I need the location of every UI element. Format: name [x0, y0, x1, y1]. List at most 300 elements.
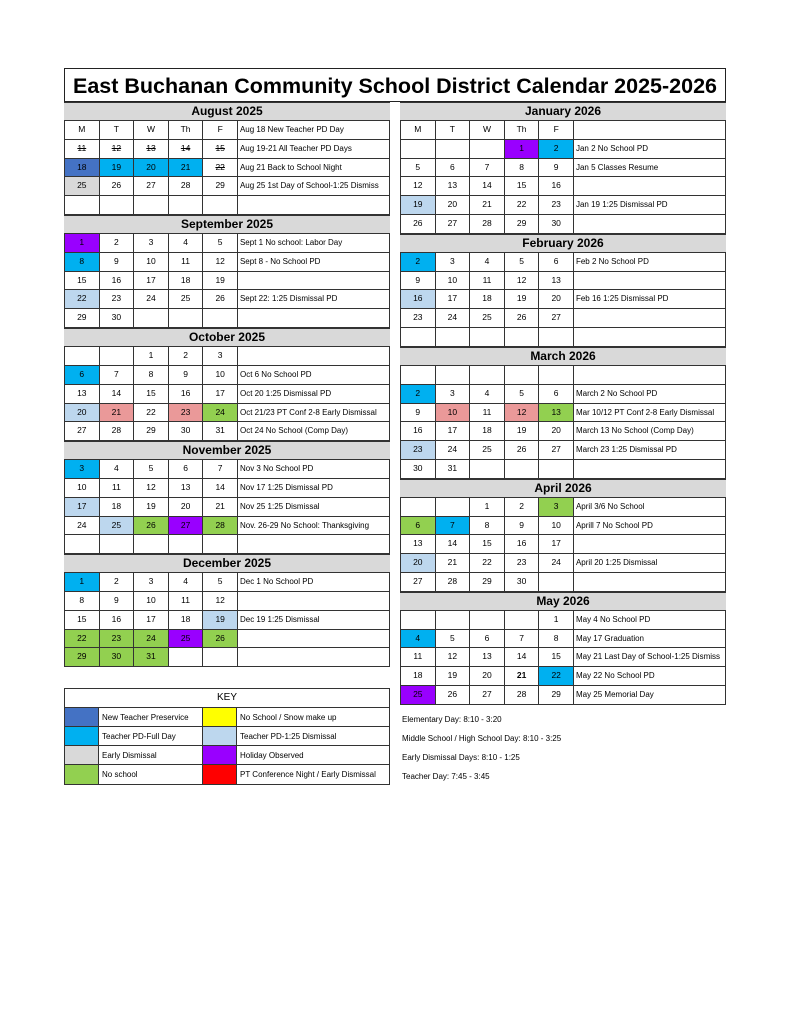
day-cell: 22 — [133, 404, 168, 422]
key-swatch — [203, 746, 237, 764]
day-cell: 25 — [168, 290, 203, 308]
day-cell: 6 — [435, 159, 470, 177]
times-early-dismissal: Early Dismissal Days: 8:10 - 1:25 — [402, 753, 520, 762]
day-cell: 6 — [538, 253, 573, 271]
day-cell — [99, 535, 134, 553]
calendar-week-row — [400, 404, 726, 423]
calendar-week-row — [400, 422, 726, 441]
month-header: October 2025 — [64, 328, 390, 347]
event-note: Feb 2 No School PD — [573, 253, 726, 271]
day-cell: 13 — [168, 479, 203, 497]
calendar-week-row — [400, 121, 726, 140]
day-cell: 10 — [202, 366, 237, 384]
day-cell — [133, 535, 168, 553]
event-note: May 17 Graduation — [573, 630, 726, 648]
day-cell: 9 — [400, 272, 435, 290]
day-cell: 18 — [64, 159, 99, 177]
day-cell: 16 — [504, 535, 539, 553]
month-header: January 2026 — [400, 102, 726, 121]
day-cell: 12 — [99, 140, 134, 158]
day-cell: 8 — [469, 517, 504, 535]
day-cell: 1 — [133, 347, 168, 365]
day-cell: 10 — [435, 272, 470, 290]
key-swatch — [65, 727, 99, 745]
event-note: April 3/6 No School — [573, 498, 726, 516]
event-note — [237, 272, 390, 290]
day-cell: 12 — [133, 479, 168, 497]
day-cell: 7 — [504, 630, 539, 648]
day-cell: 11 — [99, 479, 134, 497]
day-cell: 25 — [400, 686, 435, 704]
day-cell: 17 — [133, 611, 168, 629]
day-cell: 6 — [538, 385, 573, 403]
day-cell: 11 — [400, 648, 435, 666]
day-cell: 18 — [99, 498, 134, 516]
weekday-header-cell: W — [133, 121, 168, 139]
day-cell — [64, 347, 99, 365]
day-cell: 25 — [168, 630, 203, 648]
day-cell: 12 — [400, 177, 435, 195]
calendar-week-row — [64, 422, 390, 441]
day-cell: 26 — [504, 441, 539, 459]
day-cell: 25 — [64, 177, 99, 195]
day-cell: 26 — [400, 215, 435, 233]
day-cell: 11 — [168, 592, 203, 610]
day-cell: 9 — [99, 253, 134, 271]
day-cell: 21 — [435, 554, 470, 572]
event-note: Nov 3 No School PD — [237, 460, 390, 478]
day-cell: 3 — [435, 253, 470, 271]
event-note: Aug 18 New Teacher PD Day — [237, 121, 390, 139]
day-cell: 15 — [504, 177, 539, 195]
day-cell: 17 — [435, 290, 470, 308]
day-cell: 26 — [202, 290, 237, 308]
day-cell: 6 — [64, 366, 99, 384]
day-cell: 17 — [435, 422, 470, 440]
key-swatch — [65, 746, 99, 764]
day-cell: 3 — [202, 347, 237, 365]
day-cell: 29 — [202, 177, 237, 195]
day-cell: 22 — [504, 196, 539, 214]
day-cell: 13 — [538, 272, 573, 290]
day-cell: 17 — [133, 272, 168, 290]
day-cell — [504, 460, 539, 478]
day-cell: 13 — [538, 404, 573, 422]
event-note — [573, 535, 726, 553]
day-cell: 24 — [64, 517, 99, 535]
day-cell: 1 — [64, 234, 99, 252]
day-cell: 26 — [435, 686, 470, 704]
day-cell: 20 — [64, 404, 99, 422]
month-header: December 2025 — [64, 554, 390, 573]
day-cell — [538, 328, 573, 346]
day-cell: 16 — [99, 611, 134, 629]
month-header: April 2026 — [400, 479, 726, 498]
day-cell: 15 — [64, 272, 99, 290]
calendar-week-row — [400, 535, 726, 554]
day-cell: 13 — [435, 177, 470, 195]
day-cell: 30 — [99, 309, 134, 327]
day-cell: 7 — [202, 460, 237, 478]
event-note: Nov 25 1:25 Dismissal — [237, 498, 390, 516]
key-swatch — [65, 765, 99, 784]
key-swatch — [203, 708, 237, 726]
day-cell: 24 — [538, 554, 573, 572]
calendar-week-row — [64, 177, 390, 196]
day-cell: 11 — [469, 272, 504, 290]
calendar-week-row — [400, 686, 726, 705]
key-label: Teacher PD-1:25 Dismissal — [240, 732, 337, 741]
event-note: March 2 No School PD — [573, 385, 726, 403]
event-note — [573, 121, 726, 139]
day-cell: 14 — [99, 385, 134, 403]
day-cell: 9 — [504, 517, 539, 535]
calendar-week-row — [400, 648, 726, 667]
day-cell: 28 — [202, 517, 237, 535]
event-note: May 22 No School PD — [573, 667, 726, 685]
day-cell — [168, 196, 203, 214]
calendar-week-row — [64, 121, 390, 140]
day-cell: 10 — [64, 479, 99, 497]
day-cell: 13 — [133, 140, 168, 158]
calendar-week-row — [400, 667, 726, 686]
day-cell: 12 — [202, 592, 237, 610]
day-cell: 15 — [64, 611, 99, 629]
day-cell: 19 — [400, 196, 435, 214]
event-note: March 13 No School (Comp Day) — [573, 422, 726, 440]
calendar-week-row — [400, 290, 726, 309]
weekday-header-cell: Th — [168, 121, 203, 139]
day-cell: 21 — [504, 667, 539, 685]
calendar-week-row — [64, 290, 390, 309]
day-cell: 16 — [400, 290, 435, 308]
event-note — [237, 347, 390, 365]
day-cell: 19 — [133, 498, 168, 516]
day-cell: 5 — [133, 460, 168, 478]
calendar-week-row — [64, 517, 390, 536]
calendar-week-row — [64, 196, 390, 215]
day-cell: 12 — [202, 253, 237, 271]
event-note — [237, 535, 390, 553]
month-header: September 2025 — [64, 215, 390, 234]
day-cell: 2 — [400, 385, 435, 403]
event-note: Dec 19 1:25 Dismissal — [237, 611, 390, 629]
day-cell: 29 — [64, 648, 99, 666]
day-cell: 14 — [469, 177, 504, 195]
day-cell — [538, 460, 573, 478]
day-cell — [64, 196, 99, 214]
day-cell: 3 — [64, 460, 99, 478]
day-cell: 17 — [538, 535, 573, 553]
day-cell: 1 — [64, 573, 99, 591]
day-cell: 3 — [435, 385, 470, 403]
day-cell: 29 — [64, 309, 99, 327]
day-cell — [400, 611, 435, 629]
day-cell: 24 — [435, 441, 470, 459]
day-cell: 11 — [64, 140, 99, 158]
page-title: East Buchanan Community School District Calendar 2025-2026 — [72, 74, 717, 98]
day-cell: 6 — [469, 630, 504, 648]
day-cell: 19 — [504, 422, 539, 440]
event-note — [573, 460, 726, 478]
day-cell — [202, 196, 237, 214]
day-cell: 20 — [538, 422, 573, 440]
day-cell: 18 — [168, 611, 203, 629]
weekday-header-cell: F — [202, 121, 237, 139]
day-cell — [99, 347, 134, 365]
day-cell: 16 — [400, 422, 435, 440]
day-cell: 30 — [400, 460, 435, 478]
day-cell: 23 — [400, 441, 435, 459]
calendar-week-row — [400, 309, 726, 328]
event-note: Nov 17 1:25 Dismissal PD — [237, 479, 390, 497]
day-cell: 22 — [202, 159, 237, 177]
day-cell: 31 — [202, 422, 237, 440]
day-cell — [168, 648, 203, 666]
day-cell: 2 — [504, 498, 539, 516]
calendar-week-row — [400, 196, 726, 215]
event-note — [573, 177, 726, 195]
day-cell — [435, 498, 470, 516]
day-cell: 20 — [435, 196, 470, 214]
key-title: KEY — [65, 689, 389, 708]
day-cell: 14 — [435, 535, 470, 553]
calendar-week-row — [64, 140, 390, 159]
event-note — [237, 309, 390, 327]
key-label: New Teacher Preservice — [99, 708, 203, 726]
month-header: November 2025 — [64, 441, 390, 460]
day-cell: 1 — [504, 140, 539, 158]
day-cell — [202, 309, 237, 327]
day-cell — [99, 196, 134, 214]
day-cell — [469, 328, 504, 346]
calendar-week-row — [64, 347, 390, 366]
day-cell: 4 — [469, 385, 504, 403]
key-label: Holiday Observed — [240, 751, 304, 760]
day-cell: 5 — [504, 253, 539, 271]
day-cell: 14 — [168, 140, 203, 158]
day-cell: 9 — [99, 592, 134, 610]
day-cell — [469, 140, 504, 158]
calendar-week-row — [400, 517, 726, 536]
event-note: Aug 21 Back to School Night — [237, 159, 390, 177]
calendar-week-row — [400, 498, 726, 517]
day-cell — [400, 140, 435, 158]
day-cell: 14 — [202, 479, 237, 497]
day-cell: 20 — [538, 290, 573, 308]
day-cell: 8 — [64, 253, 99, 271]
day-cell — [435, 328, 470, 346]
weekday-header-cell: F — [538, 121, 573, 139]
day-cell — [168, 535, 203, 553]
day-cell: 24 — [202, 404, 237, 422]
day-cell: 27 — [469, 686, 504, 704]
day-cell: 22 — [538, 667, 573, 685]
event-note: Oct 6 No School PD — [237, 366, 390, 384]
day-cell: 24 — [133, 630, 168, 648]
day-cell: 15 — [538, 648, 573, 666]
right-calendar-column — [400, 102, 726, 705]
day-cell: 2 — [168, 347, 203, 365]
key-row — [65, 708, 389, 727]
day-cell: 7 — [99, 366, 134, 384]
day-cell: 26 — [99, 177, 134, 195]
day-cell: 28 — [435, 573, 470, 591]
day-cell: 23 — [99, 290, 134, 308]
day-cell: 12 — [435, 648, 470, 666]
day-cell — [538, 573, 573, 591]
event-note — [573, 366, 726, 384]
calendar-week-row — [64, 385, 390, 404]
calendar-week-row — [64, 159, 390, 178]
day-cell: 28 — [99, 422, 134, 440]
day-cell: 19 — [202, 272, 237, 290]
day-cell: 2 — [99, 234, 134, 252]
weekday-header-cell: T — [435, 121, 470, 139]
calendar-week-row — [64, 404, 390, 423]
day-cell: 21 — [202, 498, 237, 516]
key-swatch — [65, 708, 99, 726]
day-cell: 8 — [504, 159, 539, 177]
calendar-week-row — [64, 535, 390, 554]
event-note: Aug 19-21 All Teacher PD Days — [237, 140, 390, 158]
calendar-week-row — [400, 215, 726, 234]
event-note: Sept 22: 1:25 Dismissal PD — [237, 290, 390, 308]
times-teacher: Teacher Day: 7:45 - 3:45 — [402, 772, 490, 781]
day-cell: 29 — [504, 215, 539, 233]
calendar-week-row — [64, 309, 390, 328]
day-cell: 19 — [99, 159, 134, 177]
day-cell: 20 — [469, 667, 504, 685]
day-cell — [469, 366, 504, 384]
day-cell: 13 — [64, 385, 99, 403]
calendar-week-row — [64, 648, 390, 667]
calendar-week-row — [400, 328, 726, 347]
calendar-week-row — [64, 272, 390, 291]
day-cell — [469, 611, 504, 629]
day-cell: 1 — [538, 611, 573, 629]
day-cell — [202, 648, 237, 666]
day-cell: 22 — [469, 554, 504, 572]
day-cell: 23 — [538, 196, 573, 214]
day-cell — [400, 328, 435, 346]
calendar-week-row — [400, 272, 726, 291]
day-cell: 3 — [133, 573, 168, 591]
calendar-week-row — [400, 159, 726, 178]
day-cell: 15 — [202, 140, 237, 158]
key-label: No School / Snow make up — [240, 713, 337, 722]
event-note: Sept 1 No school: Labor Day — [237, 234, 390, 252]
weekday-header-cell: W — [469, 121, 504, 139]
day-cell: 8 — [538, 630, 573, 648]
event-note — [573, 215, 726, 233]
day-cell — [504, 611, 539, 629]
day-cell: 13 — [400, 535, 435, 553]
day-cell: 2 — [538, 140, 573, 158]
day-cell: 18 — [469, 422, 504, 440]
day-cell: 20 — [133, 159, 168, 177]
calendar-week-row — [400, 460, 726, 479]
calendar-week-row — [400, 177, 726, 196]
day-cell: 5 — [202, 234, 237, 252]
day-cell: 7 — [435, 517, 470, 535]
calendar-week-row — [400, 441, 726, 460]
event-note: Feb 16 1:25 Dismissal PD — [573, 290, 726, 308]
day-cell: 30 — [99, 648, 134, 666]
weekday-header-cell: M — [64, 121, 99, 139]
event-note: Aprill 7 No School PD — [573, 517, 726, 535]
calendar-week-row — [64, 366, 390, 385]
key-label: Teacher PD-Full Day — [99, 727, 203, 745]
day-cell: 15 — [469, 535, 504, 553]
day-cell: 11 — [469, 404, 504, 422]
day-cell: 10 — [435, 404, 470, 422]
weekday-header-cell: M — [400, 121, 435, 139]
day-cell — [435, 611, 470, 629]
day-cell: 22 — [64, 290, 99, 308]
day-cell: 13 — [469, 648, 504, 666]
day-cell: 5 — [435, 630, 470, 648]
day-cell: 19 — [202, 611, 237, 629]
day-cell — [202, 535, 237, 553]
event-note: Nov. 26-29 No School: Thanksgiving — [237, 517, 390, 535]
day-cell — [64, 535, 99, 553]
day-cell — [504, 366, 539, 384]
day-cell: 4 — [168, 234, 203, 252]
event-note: March 23 1:25 Dismissal PD — [573, 441, 726, 459]
day-cell: 27 — [168, 517, 203, 535]
day-cell: 8 — [64, 592, 99, 610]
day-cell: 27 — [538, 441, 573, 459]
event-note: May 4 No School PD — [573, 611, 726, 629]
event-note: Jan 5 Classes Resume — [573, 159, 726, 177]
day-cell: 9 — [400, 404, 435, 422]
day-cell: 23 — [400, 309, 435, 327]
day-cell: 12 — [504, 404, 539, 422]
day-cell: 14 — [504, 648, 539, 666]
times-middle-high: Middle School / High School Day: 8:10 - 3:25 — [402, 734, 562, 743]
day-cell — [435, 140, 470, 158]
day-cell: 25 — [99, 517, 134, 535]
day-cell: 31 — [133, 648, 168, 666]
event-note: Oct 24 No School (Comp Day) — [237, 422, 390, 440]
legend-key — [64, 688, 390, 785]
calendar-week-row — [64, 630, 390, 649]
day-cell: 27 — [133, 177, 168, 195]
day-cell: 20 — [400, 554, 435, 572]
day-cell: 19 — [504, 290, 539, 308]
day-cell: 22 — [64, 630, 99, 648]
event-note — [573, 328, 726, 346]
day-cell: 28 — [469, 215, 504, 233]
day-cell: 23 — [504, 554, 539, 572]
day-cell: 21 — [469, 196, 504, 214]
day-cell: 6 — [168, 460, 203, 478]
day-cell — [538, 366, 573, 384]
weekday-header-cell: T — [99, 121, 134, 139]
calendar-week-row — [400, 611, 726, 630]
day-cell — [168, 309, 203, 327]
event-note: Oct 21/23 PT Conf 2-8 Early Dismissal — [237, 404, 390, 422]
day-cell: 25 — [469, 309, 504, 327]
day-cell: 4 — [469, 253, 504, 271]
day-cell: 16 — [168, 385, 203, 403]
calendar-week-row — [400, 630, 726, 649]
event-note: Jan 2 No School PD — [573, 140, 726, 158]
day-cell: 21 — [99, 404, 134, 422]
event-note: Dec 1 No School PD — [237, 573, 390, 591]
day-cell — [133, 196, 168, 214]
